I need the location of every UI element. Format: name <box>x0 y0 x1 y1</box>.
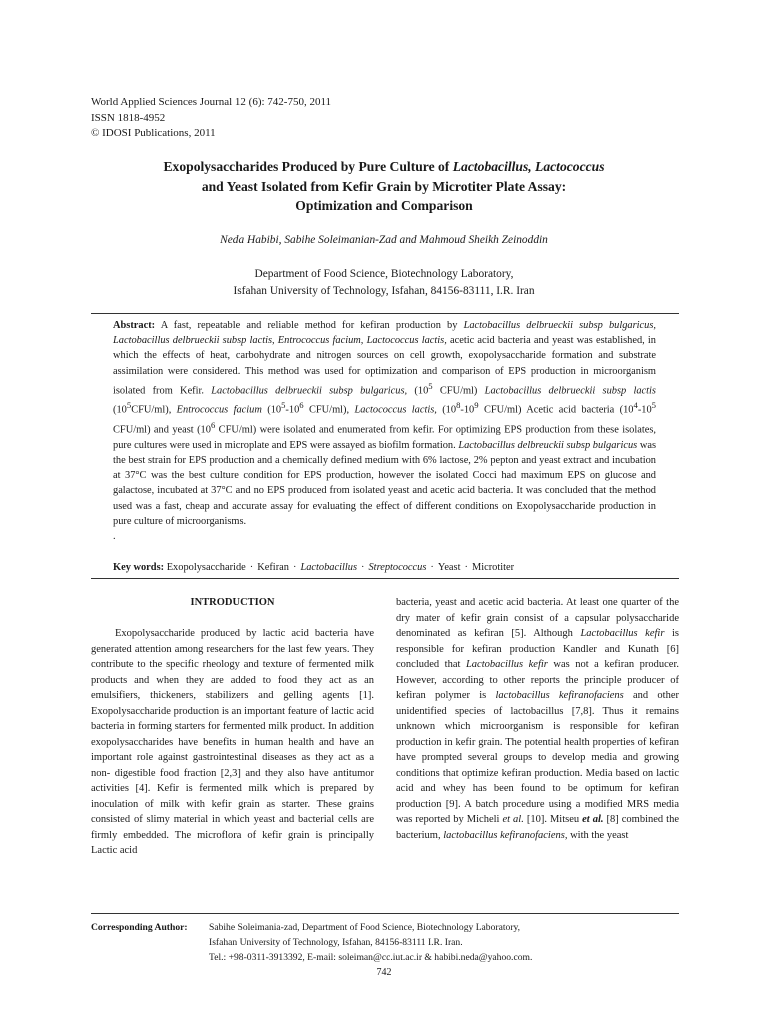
keyword: Exopolysaccharide <box>166 562 246 573</box>
abstract-exponent: 6 <box>299 400 304 411</box>
abstract-text: was the best strain for EPS production and a chemically defined medium with 6% lactose, 2% pepton and yeast extract and incubation at 37°C was the best culture condition for EPS production, however the isolated Cocci had maximum EPS on glucose and galactose, incubated at 37°C and no EPS produced from isolated yeast and acetic acid bacteria. It was concluded that the method used was a fast, cheap and accurate assay for evaluating the effect of different conditions on Exopolysaccharide production in pure culture of microorganisms. <box>113 439 656 527</box>
abstract-text: CFU/ml) and yeast (10 <box>113 424 211 436</box>
abstract-top-rule <box>91 313 679 314</box>
abstract-text: -10 <box>460 404 475 416</box>
body-species: Lactobacillus kefir <box>465 659 548 670</box>
abstract-exponent: 9 <box>474 400 479 411</box>
keyword: Yeast <box>437 562 461 573</box>
abstract-exponent: 4 <box>633 400 638 411</box>
body-species: lactobacillus kefiranofaciens, <box>443 829 568 841</box>
abstract-trailing-mark: . <box>113 531 116 543</box>
keyword: Streptococcus <box>368 562 427 573</box>
abstract-species: Lactobacillus delbreuckii subsp bulgaricus <box>458 439 638 451</box>
abstract-exponent: 5 <box>428 380 433 391</box>
paper-title <box>91 157 677 216</box>
abstract-text: -10 <box>637 404 652 416</box>
keyword-separator: · <box>249 562 254 573</box>
body-citation-etal: et al. <box>582 814 604 825</box>
abstract-text: (10 <box>436 404 457 416</box>
body-text: and other unidentified species of lactobacillus [7,8]. Thus it remains unknown which microorganism is responsible for kefiran production in kefir grain. The potential health properties of kefiran have prompted several groups to develop media and growing conditions that optimize kefiran production. Media based on lactic acid and whey has been found to be optimum for kefiran production [9]. A batch procedure using a modified MRS media was reported by Micheli <box>396 690 679 825</box>
abstract-exponent: 5 <box>281 400 286 411</box>
keyword-separator: · <box>430 562 434 573</box>
keyword: Microtiter <box>471 562 515 573</box>
abstract <box>113 318 656 544</box>
keyword: Lactobacillus <box>300 562 358 573</box>
abstract-text: A fast, repeatable and reliable method for kefiran production by <box>155 320 464 331</box>
section-heading-introduction: INTRODUCTION <box>190 597 275 608</box>
journal-info <box>91 95 331 142</box>
footer-rule <box>91 913 679 914</box>
abstract-exponent: 8 <box>456 400 461 411</box>
corresponding-author-line1: Sabihe Soleimania-zad, Department of Food Science, Biotechnology Laboratory, <box>209 922 521 933</box>
corresponding-author <box>91 920 691 965</box>
right-column <box>396 595 679 843</box>
abstract-exponent: 5 <box>651 400 656 411</box>
abstract-text: (10 <box>261 404 282 416</box>
abstract-species: Lactococcus lactis, <box>354 404 437 416</box>
abstract-text: CFU/ml), <box>303 404 355 416</box>
body-text: with the yeast <box>567 829 629 841</box>
abstract-label: Abstract: <box>113 320 156 331</box>
affiliation <box>91 266 677 300</box>
abstract-exponent: 6 <box>210 420 216 431</box>
body-species: Lactobacillus kefir <box>580 628 665 639</box>
keywords-bottom-rule <box>91 578 679 579</box>
body-citation-etal: et al. <box>502 814 524 825</box>
body-species: lactobacillus kefiranofaciens <box>495 690 624 701</box>
intro-paragraph: Exopolysaccharide produced by lactic acid bacteria have generated attention among researchers for the last few years. They contribute to the specific rheology and texture of fermented milk products and when they are added to food they act as an emulsifiers, thickeners, stabilizers and gelling agents [1]. Exopolysaccharide production is an important feature of lactic acid bacteria in forming starters for fermented milk product. In addition exopolysaccharides have benefits in human health and have an important role against gastrointestinal diseases as they act as a non- digestible food fraction [2,3] and they also have antitumor activities [4]. Kefir is fermented milk which is prepared by inoculation of milk with kefir grain as starter. These grains consisted of slimy material in which yeast and bacterial cells are firmly embedded. The microflora of kefir grain is principally Lactic acid <box>91 628 374 856</box>
abstract-text: CFU/ml) were isolated and enumerated from kefir. For optimizing EPS production from these isolates, pure cultures were used in microplate and EPS were assayed as biofilm formation. <box>113 424 656 451</box>
body-text: was not a kefiran producer. However, according to other reports the principle producer of kefiran polymer is <box>396 659 679 701</box>
page-number: 742 <box>376 967 392 978</box>
keyword: Kefiran <box>257 562 289 573</box>
keywords <box>113 562 673 573</box>
title-line1-species: Lactobacillus, Lactococcus <box>452 159 605 174</box>
journal-copyright: © IDOSI Publications, 2011 <box>91 127 216 139</box>
keyword-separator: · <box>292 562 297 573</box>
body-text: is responsible for kefiran production Kandler and Kunath [6] concluded that <box>396 628 679 670</box>
abstract-species: Lactobacillus delbrueckii subsp bulgaricus, <box>211 385 408 397</box>
abstract-species: Lactobacillus delbrueckii subsp bulgaricus, Lactobacillus delbrueckii subsp lactis, Entrococcus facium, Lactococcus lactis, <box>113 320 657 347</box>
title-line2: and Yeast Isolated from Kefir Grain by Microtiter Plate Assay: <box>201 178 567 194</box>
keyword-separator: · <box>464 562 468 573</box>
abstract-text: CFU/ml) Acetic acid bacteria (10 <box>478 404 634 416</box>
abstract-species: Entrococcus facium <box>176 404 262 416</box>
abstract-text: acetic acid bacteria and yeast was established, in which the effects of heat, carbohydrate and nitrogen sources on cell growth, exopolysaccharide formation and substrate assimilation were considered. This method was used for optimization and comparison of EPS production in microorganism isolated from Kefir. <box>113 335 656 397</box>
journal-issn: ISSN 1818-4952 <box>91 111 166 124</box>
affiliation-line2: Isfahan University of Technology, Isfahan, 84156-83111, I.R. Iran <box>233 285 535 297</box>
corresponding-author-line2: Isfahan University of Technology, Isfahan, 84156-83111 I.R. Iran. <box>209 937 463 948</box>
abstract-species: Lactobacillus delbrueckii subsp lactis <box>484 385 656 397</box>
abstract-text: (10 <box>407 385 429 397</box>
keywords-label: Key words: <box>113 562 165 573</box>
journal-citation: World Applied Sciences Journal 12 (6): 742-750, 2011 <box>91 96 332 108</box>
author-list: Neda Habibi, Sabihe Soleimanian-Zad and Mahmoud Sheikh Zeinoddin <box>220 234 548 246</box>
abstract-exponent: 5 <box>126 400 132 411</box>
body-text: bacteria, yeast and acetic acid bacteria. At least one quarter of the dry mater of kefir grain consist of a capsular polysaccharide denominated as kefiran [5]. Although <box>396 597 679 639</box>
body-text: [10]. Mitseu <box>523 814 583 825</box>
title-line1: Exopolysaccharides Produced by Pure Culture of <box>163 159 453 174</box>
title-line3: Optimization and Comparison <box>295 198 473 213</box>
abstract-text: CFU/ml), <box>131 404 177 416</box>
corresponding-author-label: Corresponding Author: <box>91 922 188 933</box>
abstract-text: (10 <box>113 404 127 416</box>
abstract-text: CFU/ml) <box>432 385 485 397</box>
intro-paragraph-continued <box>396 595 679 843</box>
keyword-separator: · <box>361 562 365 573</box>
abstract-text: -10 <box>285 404 300 416</box>
left-column <box>91 595 374 859</box>
affiliation-line1: Department of Food Science, Biotechnology Laboratory, <box>254 268 514 280</box>
corresponding-author-line3: Tel.: +98-0311-3913392, E-mail: soleiman@cc.iut.ac.ir & habibi.neda@yahoo.com. <box>209 952 533 963</box>
body-text: [8] combined the bacterium, <box>396 814 679 841</box>
